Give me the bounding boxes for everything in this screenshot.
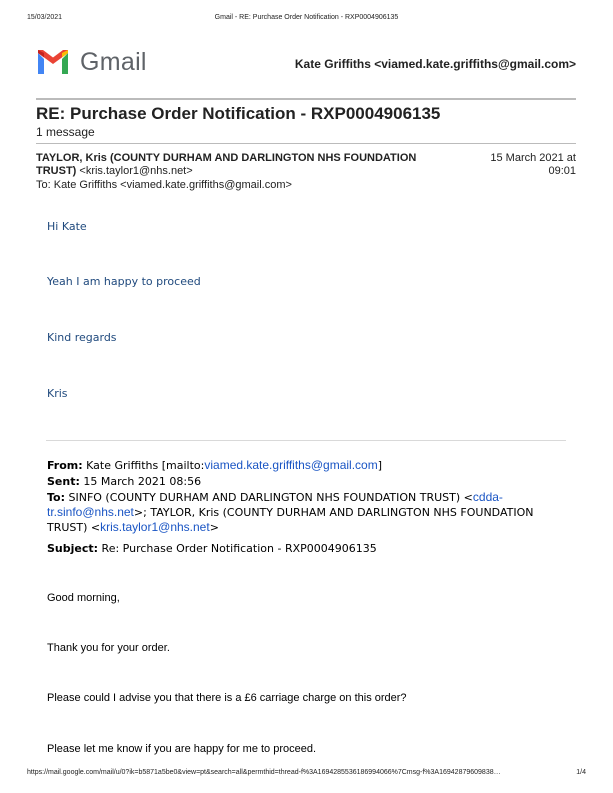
quoted-sent-value: 15 March 2021 08:56 [83, 475, 202, 488]
footer-page-number: 1/4 [576, 769, 586, 776]
quoted-to-part2: >; TAYLOR, Kris (COUNTY DURHAM AND DARLINGTON NHS FOUNDATION TRUST) < [47, 506, 534, 534]
message-date-line1: 15 March 2021 at [490, 152, 576, 164]
gmail-m-icon [36, 47, 70, 77]
quoted-subject-label: Subject: [47, 542, 99, 555]
quoted-to [47, 490, 537, 535]
quote-separator [46, 440, 566, 441]
header-divider [36, 98, 576, 100]
message-recipients: To: Kate Griffiths <viamed.kate.griffiths@gmail.com> [36, 179, 292, 191]
quoted-subject [47, 541, 537, 556]
quoted-to-link1[interactable]: cdda-tr.sinfo@nhs.net [47, 490, 503, 519]
quoted-to-part1: SINFO (COUNTY DURHAM AND DARLINGTON NHS FOUNDATION TRUST) < [68, 491, 473, 504]
message-divider [36, 143, 576, 144]
message-date-line2: 09:01 [548, 165, 576, 177]
quoted-sent-label: Sent: [47, 475, 80, 488]
quoted-subject-value: Re: Purchase Order Notification - RXP0004906135 [101, 542, 377, 555]
account-identity: Kate Griffiths <viamed.kate.griffiths@gmail.com> [294, 57, 576, 71]
quoted-from-close: ] [377, 459, 383, 472]
sender-email: <kris.taylor1@nhs.net> [79, 165, 193, 177]
body-line: Please could I advise you that there is a £6 carriage charge on this order? [47, 692, 407, 704]
message-sender [36, 152, 456, 178]
footer-url: https://mail.google.com/mail/u/0?ik=b5871a5be0&view=pt&search=all&permthid=thread-f%3A1694285536186994066%7Cmsg-f%3A16942879609838… [27, 769, 501, 776]
body-line: Please let me know if you are happy for me to proceed. [47, 743, 317, 755]
quoted-from-label: From: [47, 459, 83, 472]
quoted-to-label: To: [47, 491, 65, 504]
reply-line: Hi Kate [47, 220, 87, 233]
reply-line: Kris [47, 387, 68, 400]
print-title: Gmail - RE: Purchase Order Notification - RXP0004906135 [214, 14, 399, 21]
quoted-to-link2[interactable]: kris.taylor1@nhs.net [100, 520, 210, 534]
gmail-wordmark: Gmail [80, 48, 147, 76]
body-line: Good morning, [47, 592, 120, 604]
body-line: Thank you for your order. [47, 642, 170, 654]
thread-subject: RE: Purchase Order Notification - RXP0004906135 [36, 104, 441, 123]
print-date: 15/03/2021 [27, 14, 63, 21]
reply-line: Kind regards [47, 331, 117, 344]
message-count: 1 message [36, 125, 95, 139]
message-date [466, 152, 576, 178]
quoted-to-part3: > [209, 521, 219, 534]
sender-name: TAYLOR, Kris (COUNTY DURHAM AND DARLINGTON NHS FOUNDATION TRUST) [36, 152, 417, 177]
reply-line: Yeah I am happy to proceed [47, 275, 201, 288]
quoted-sent [47, 474, 537, 489]
quoted-from-name: Kate Griffiths [mailto: [86, 459, 205, 472]
quoted-from-email-link[interactable]: viamed.kate.griffiths@gmail.com [204, 458, 378, 472]
quoted-from [47, 458, 537, 473]
